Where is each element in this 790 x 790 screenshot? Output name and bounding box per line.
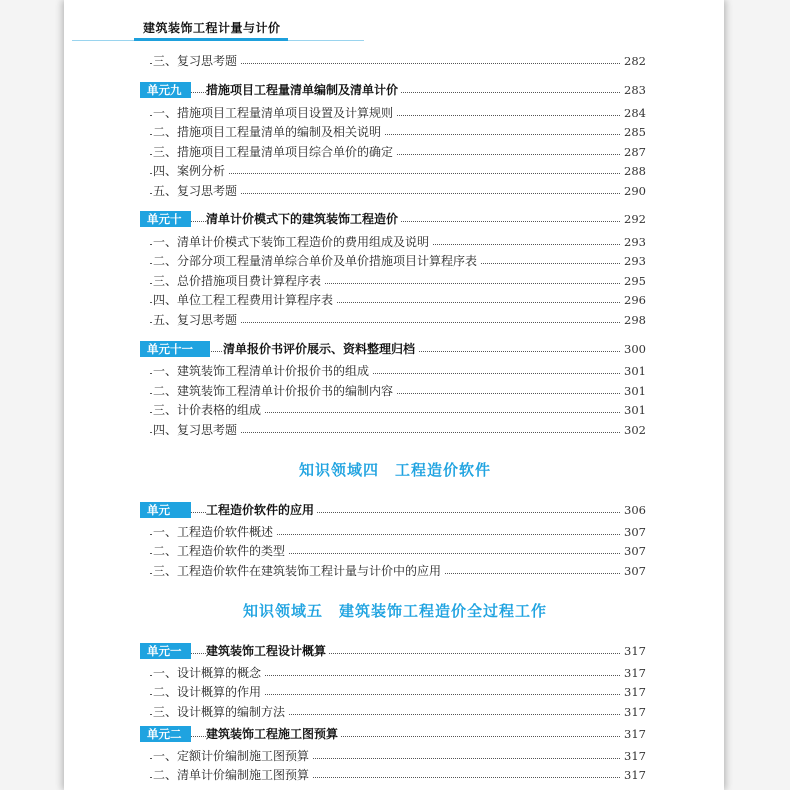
toc-entry[interactable]	[0, 382, 790, 400]
entry-title: 三、工程造价软件在建筑装饰工程计量与计价中的应用	[153, 562, 444, 580]
toc-entry[interactable]	[0, 52, 790, 70]
page-number: 285	[624, 125, 646, 139]
page-number: 317	[624, 727, 646, 741]
toc-unit-row[interactable]	[0, 210, 790, 228]
toc-unit-row[interactable]	[0, 81, 790, 99]
page-number: 317	[624, 768, 646, 782]
page-number: 295	[624, 274, 646, 288]
toc-entry[interactable]	[0, 523, 790, 541]
page-number: 293	[624, 235, 646, 249]
entry-title: 四、单位工程工程费用计算程序表	[153, 291, 336, 309]
unit-title: 清单报价书评价展示、资料整理归档	[223, 340, 418, 358]
toc-entry[interactable]	[0, 421, 790, 439]
unit-label-badge: 单元一	[140, 643, 191, 659]
toc-entry[interactable]	[0, 182, 790, 200]
entry-title: 一、定额计价编制施工图预算	[153, 747, 312, 765]
page-number: 317	[624, 666, 646, 680]
page-number: 307	[624, 564, 646, 578]
page-number: 301	[624, 384, 646, 398]
page-number: 302	[624, 423, 646, 437]
toc-entry[interactable]	[0, 162, 790, 180]
page-number: 317	[624, 685, 646, 699]
toc-entry[interactable]	[0, 562, 790, 580]
toc-unit-row[interactable]	[0, 642, 790, 660]
toc-entry[interactable]	[0, 104, 790, 122]
entry-title: 五、复习思考题	[153, 182, 240, 200]
page-number: 284	[624, 106, 646, 120]
page-number: 287	[624, 145, 646, 159]
entry-title: 一、措施项目工程量清单项目设置及计算规则	[153, 104, 396, 122]
page-number: 307	[624, 544, 646, 558]
toc-entry[interactable]	[0, 401, 790, 419]
page-number: 292	[624, 212, 646, 226]
toc-entry[interactable]	[0, 362, 790, 380]
toc-entry[interactable]	[0, 664, 790, 682]
toc-unit-row[interactable]	[0, 501, 790, 519]
unit-label-badge: 单元二	[140, 726, 191, 742]
entry-title: 五、复习思考题	[153, 311, 240, 329]
toc-entry[interactable]	[0, 311, 790, 329]
page-number: 283	[624, 83, 646, 97]
running-header-title: 建筑装饰工程计量与计价	[143, 21, 281, 35]
unit-title: 工程造价软件的应用	[206, 501, 317, 519]
toc-entry[interactable]	[0, 703, 790, 721]
unit-label-badge: 单元十一	[140, 341, 210, 357]
page-number: 300	[624, 342, 646, 356]
toc-entry[interactable]	[0, 683, 790, 701]
entry-title: 一、建筑装饰工程清单计价报价书的组成	[153, 362, 372, 380]
unit-title: 措施项目工程量清单编制及清单计价	[206, 81, 401, 99]
toc-entry[interactable]	[0, 272, 790, 290]
toc-unit-row[interactable]	[0, 340, 790, 358]
toc-entry[interactable]	[0, 766, 790, 784]
entry-title: 一、清单计价模式下装饰工程造价的费用组成及说明	[153, 233, 432, 251]
page-number: 317	[624, 749, 646, 763]
header-rule-accent	[134, 38, 288, 41]
page-number: 296	[624, 293, 646, 307]
entry-title: 三、总价措施项目费计算程序表	[153, 272, 324, 290]
knowledge-area-heading: 知识领域五 建筑装饰工程造价全过程工作	[242, 602, 547, 620]
entry-title: 四、复习思考题	[153, 421, 240, 439]
entry-title: 三、措施项目工程量清单项目综合单价的确定	[153, 143, 396, 161]
page-number: 301	[624, 403, 646, 417]
entry-title: 三、复习思考题	[153, 52, 240, 70]
entry-title: 一、设计概算的概念	[153, 664, 264, 682]
toc-unit-row[interactable]	[0, 725, 790, 743]
entry-title: 四、案例分析	[153, 162, 228, 180]
entry-title: 二、设计概算的作用	[153, 683, 264, 701]
page-number: 293	[624, 254, 646, 268]
toc-entry[interactable]	[0, 143, 790, 161]
entry-title: 二、建筑装饰工程清单计价报价书的编制内容	[153, 382, 396, 400]
entry-title: 三、设计概算的编制方法	[153, 703, 288, 721]
page-number: 306	[624, 503, 646, 517]
page-number: 298	[624, 313, 646, 327]
unit-title: 建筑装饰工程施工图预算	[206, 725, 341, 743]
toc-entry[interactable]	[0, 233, 790, 251]
unit-title: 清单计价模式下的建筑装饰工程造价	[206, 210, 401, 228]
toc-entry[interactable]	[0, 291, 790, 309]
toc-entry[interactable]	[0, 747, 790, 765]
page-number: 317	[624, 644, 646, 658]
entry-title: 二、分部分项工程量清单综合单价及单价措施项目计算程序表	[153, 252, 480, 270]
page-number: 288	[624, 164, 646, 178]
entry-title: 二、措施项目工程量清单的编制及相关说明	[153, 123, 384, 141]
knowledge-area-heading: 知识领域四 工程造价软件	[298, 461, 491, 479]
toc-entry[interactable]	[0, 123, 790, 141]
page-number: 317	[624, 705, 646, 719]
page-number: 290	[624, 184, 646, 198]
entry-title: 二、工程造价软件的类型	[153, 542, 288, 560]
unit-title: 建筑装饰工程设计概算	[206, 642, 329, 660]
page-number: 282	[624, 54, 646, 68]
unit-label-badge: 单元十	[140, 211, 191, 227]
page-number: 307	[624, 525, 646, 539]
unit-label-badge: 单元	[140, 502, 191, 518]
toc-entry[interactable]	[0, 542, 790, 560]
entry-title: 二、清单计价编制施工图预算	[153, 766, 312, 784]
entry-title: 三、计价表格的组成	[153, 401, 264, 419]
page-number: 301	[624, 364, 646, 378]
entry-title: 一、工程造价软件概述	[153, 523, 276, 541]
toc-entry[interactable]	[0, 252, 790, 270]
unit-label-badge: 单元九	[140, 82, 191, 98]
